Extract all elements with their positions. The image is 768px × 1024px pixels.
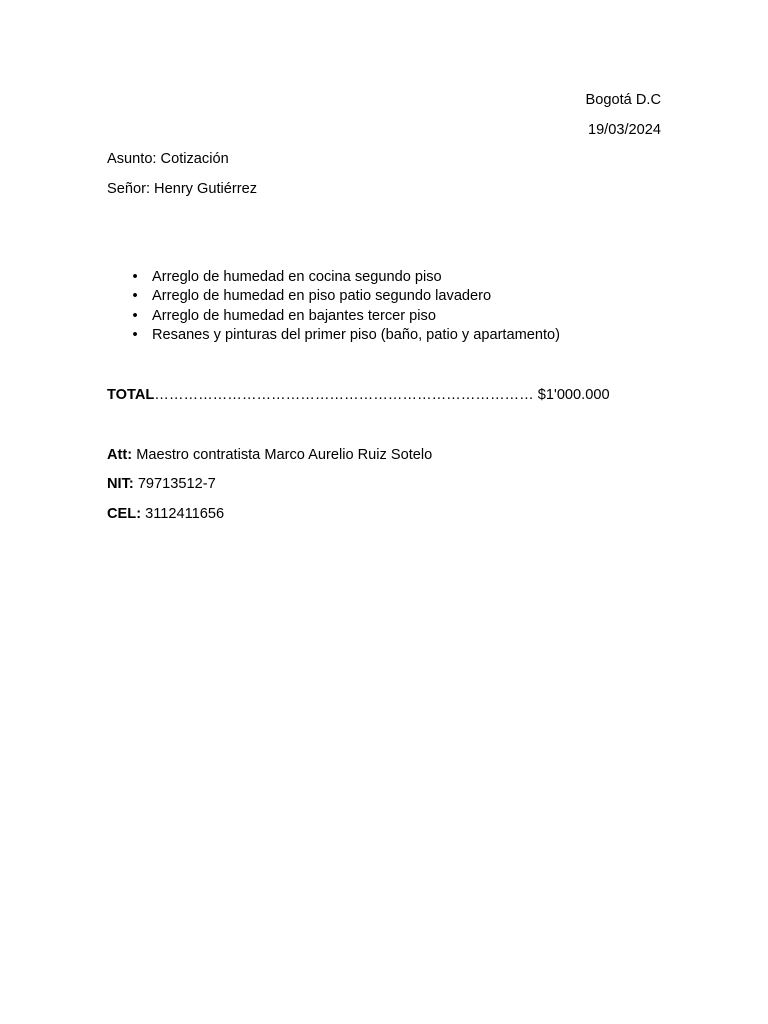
cel-line [107,505,224,523]
bullet-icon: • [132,269,138,285]
bullet-icon: • [132,288,138,305]
total-label: TOTAL [107,387,155,403]
quote-items-list [107,268,560,346]
subject-line: Asunto: Cotización [107,151,229,167]
att-line [107,446,432,464]
list-item [107,268,560,287]
list-item-text: Arreglo de humedad en cocina segundo piso [152,269,442,285]
bullet-icon: • [132,327,138,344]
date-line: 19/03/2024 [587,122,661,138]
list-item [107,307,560,326]
nit-line [107,475,216,493]
city-line: Bogotá D.C [585,92,661,108]
nit-label: NIT: [107,476,134,492]
list-item-text: Arreglo de humedad en bajantes tercer piso [152,307,436,324]
total-leader: …………………………………………………………………… [154,387,534,403]
cel-label: CEL: [107,506,142,522]
recipient-line: Señor: Henry Gutiérrez [107,181,258,197]
total-line [107,386,610,404]
list-item [107,326,560,345]
nit-value: 79713512-7 [137,476,216,492]
total-amount: $1'000.000 [537,387,610,403]
cel-value: 3112411656 [145,506,225,522]
list-item [107,287,560,306]
bullet-icon: • [132,307,138,324]
att-value: Maestro contratista Marco Aurelio Ruiz Sotelo [136,447,433,463]
list-item-text: Resanes y pinturas del primer piso (baño, patio y apartamento) [152,327,561,344]
list-item-text: Arreglo de humedad en piso patio segundo lavadero [152,288,492,305]
att-label: Att: [107,447,133,463]
